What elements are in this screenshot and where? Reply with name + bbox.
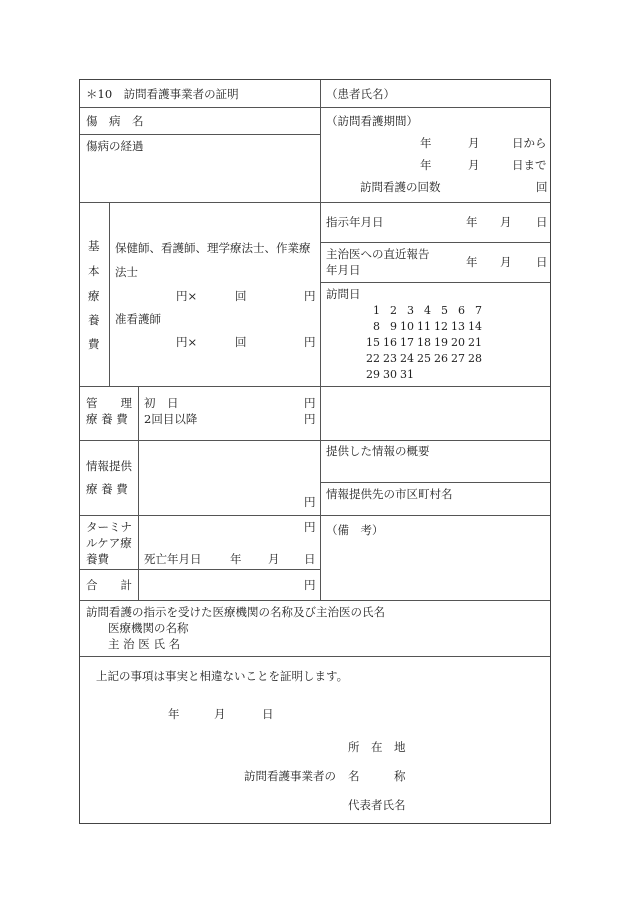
visit-day: 21	[468, 336, 482, 349]
management-fee-label-cont: 療 養 費	[86, 412, 128, 426]
period-from-year: 年	[420, 136, 432, 150]
info-city-label: 情報提供先の市区町村名	[326, 487, 453, 501]
staff1-yen-times: 円×	[176, 289, 198, 303]
death-year: 年	[230, 552, 242, 566]
period-to-month: 月	[468, 158, 480, 172]
visit-day: 23	[383, 352, 397, 365]
visit-day: 27	[451, 352, 465, 365]
visit-day: 18	[417, 336, 431, 349]
visit-count-label: 訪問看護の回数	[360, 180, 441, 194]
divider	[80, 569, 320, 570]
visit-count-unit: 回	[536, 180, 548, 194]
divider	[321, 282, 550, 283]
visit-day: 13	[451, 320, 465, 333]
visit-day: 24	[400, 352, 414, 365]
instruction-month: 月	[500, 215, 512, 229]
divider	[80, 440, 550, 441]
basic-fee-label-1: 基	[88, 239, 100, 253]
visit-days-label: 訪問日	[326, 287, 361, 301]
visit-day: 2	[390, 304, 397, 317]
divider	[321, 242, 550, 243]
period-from-month: 月	[468, 136, 480, 150]
info-fee-yen: 円	[304, 495, 316, 509]
second-after-label: 2回目以降	[144, 412, 198, 426]
staff1-label: 保健師、看護師、理学療法士、作業療	[115, 241, 311, 255]
patient-name-label: （患者氏名）	[326, 87, 395, 101]
visit-day: 30	[383, 368, 397, 381]
visit-day: 10	[400, 320, 414, 333]
terminal-fee-yen: 円	[304, 520, 316, 534]
staff1-label-cont: 法士	[115, 265, 138, 279]
first-day-yen: 円	[304, 396, 316, 410]
visit-day: 20	[451, 336, 465, 349]
first-day-label: 初 日	[144, 396, 179, 410]
cert-day: 日	[262, 707, 274, 721]
cert-month: 月	[214, 707, 226, 721]
staff2-times: 回	[235, 335, 247, 349]
divider	[321, 482, 550, 483]
form-title: ＊10 訪問看護事業者の証明	[86, 87, 239, 101]
total-yen: 円	[304, 578, 316, 592]
divider	[80, 386, 550, 387]
visit-day: 14	[468, 320, 482, 333]
visit-period-label: （訪問看護期間）	[326, 114, 418, 128]
report-day: 日	[536, 255, 548, 269]
divider	[138, 386, 139, 600]
period-to-year: 年	[420, 158, 432, 172]
divider	[320, 80, 321, 600]
death-day: 日	[304, 552, 316, 566]
doctor-name-label: 主 治 医 氏 名	[108, 637, 181, 651]
info-fee-label-cont: 療 養 費	[86, 482, 128, 496]
staff1-times: 回	[235, 289, 247, 303]
visit-day: 6	[458, 304, 465, 317]
basic-fee-label-4: 養	[88, 313, 100, 327]
visit-day: 22	[366, 352, 380, 365]
basic-fee-label-2: 本	[88, 264, 100, 278]
info-summary-label: 提供した情報の概要	[326, 444, 430, 458]
divider	[80, 600, 550, 601]
instruction-year: 年	[466, 215, 478, 229]
basic-fee-label-3: 療	[88, 289, 100, 303]
cert-year: 年	[168, 707, 180, 721]
terminal-fee-label-cont: ルケア療	[86, 536, 132, 550]
visit-days-grid	[363, 304, 482, 381]
visit-day: 15	[366, 336, 380, 349]
report-date-label-cont: 年月日	[326, 263, 361, 277]
visit-day: 11	[417, 320, 431, 333]
report-date-label: 主治医への直近報告	[326, 247, 430, 261]
visit-day: 9	[390, 320, 397, 333]
visit-day: 1	[373, 304, 380, 317]
divider	[80, 202, 550, 203]
basic-fee-label-5: 費	[88, 337, 100, 351]
divider	[80, 656, 550, 657]
visit-day: 31	[400, 368, 414, 381]
staff2-label: 准看護師	[115, 312, 161, 326]
visit-day: 17	[400, 336, 414, 349]
representative-label: 代表者氏名	[348, 798, 406, 812]
certification-statement: 上記の事項は事実と相違ないことを証明します。	[96, 669, 349, 683]
remarks-label: （備 考）	[326, 523, 384, 537]
visit-day: 25	[417, 352, 431, 365]
visit-day: 19	[434, 336, 448, 349]
medical-institution-title: 訪問看護の指示を受けた医療機関の名称及び主治医の氏名	[86, 605, 385, 619]
report-month: 月	[500, 255, 512, 269]
terminal-fee-label: ターミナ	[86, 520, 132, 534]
period-from-day: 日から	[512, 136, 547, 150]
visit-day: 28	[468, 352, 482, 365]
report-year: 年	[466, 255, 478, 269]
disease-course-label: 傷病の経過	[86, 139, 144, 153]
visit-day: 26	[434, 352, 448, 365]
terminal-fee-label-end: 養費	[86, 552, 109, 566]
visit-day: 16	[383, 336, 397, 349]
staff1-yen: 円	[304, 289, 316, 303]
management-fee-label: 管 理	[86, 396, 132, 410]
divider	[80, 515, 550, 516]
visit-day: 7	[475, 304, 482, 317]
second-after-yen: 円	[304, 412, 316, 426]
visit-day: 3	[407, 304, 414, 317]
death-date-label: 死亡年月日	[144, 552, 202, 566]
disease-name-label: 傷 病 名	[86, 114, 144, 128]
total-label: 合 計	[86, 578, 132, 592]
staff2-yen-times: 円×	[176, 335, 198, 349]
visit-day: 5	[441, 304, 448, 317]
death-month: 月	[268, 552, 280, 566]
address-label: 所 在 地	[348, 740, 406, 754]
visit-day: 4	[424, 304, 431, 317]
divider	[80, 134, 320, 135]
visit-day: 8	[373, 320, 380, 333]
provider-name-label: 名 称	[348, 769, 406, 783]
info-fee-label: 情報提供	[86, 459, 132, 473]
certificate-form	[79, 79, 551, 824]
visit-day: 12	[434, 320, 448, 333]
period-to-day: 日まで	[512, 158, 547, 172]
provider-label: 訪問看護事業者の	[244, 769, 336, 783]
staff2-yen: 円	[304, 335, 316, 349]
instruction-date-label: 指示年月日	[326, 215, 384, 229]
visit-day: 29	[366, 368, 380, 381]
divider	[80, 107, 550, 108]
instruction-day: 日	[536, 215, 548, 229]
divider	[109, 202, 110, 386]
institution-name-label: 医療機関の名称	[108, 621, 189, 635]
